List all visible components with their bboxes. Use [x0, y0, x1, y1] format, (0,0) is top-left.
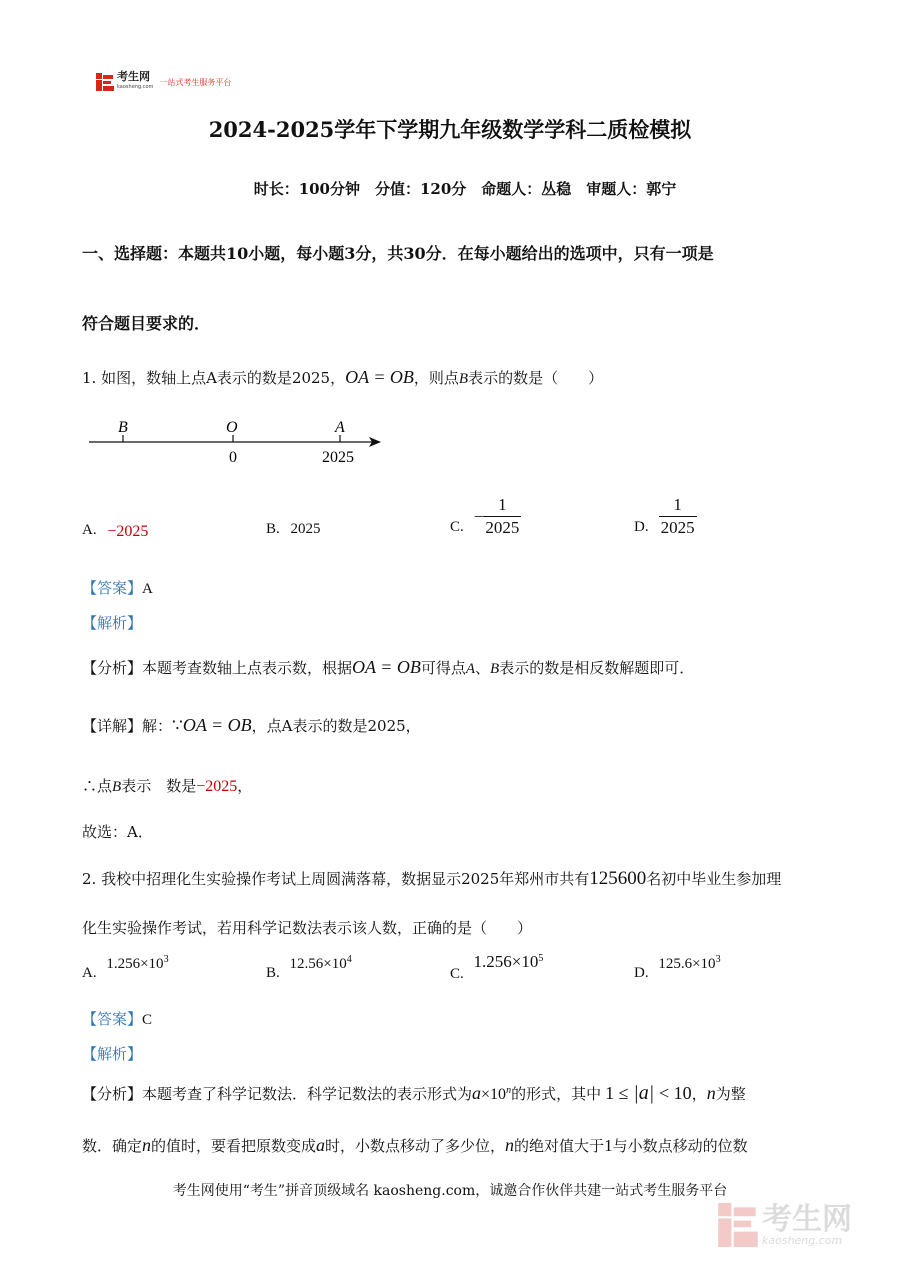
header-logo: [96, 72, 231, 92]
label-o: O: [226, 419, 238, 436]
section-heading-line1: 一、选择题：本题共10小题，每小题3分，共30分．在每小题给出的选项中，只有一项是: [82, 244, 714, 263]
label-a: A: [335, 419, 345, 436]
q2-answer: 【答案】C: [82, 1010, 153, 1028]
q1-analysis-tag: 【解析】: [82, 614, 143, 632]
watermark-logo-icon: [718, 1203, 758, 1247]
q1-d-fraction: $\frac{1}{2025}$: [660, 495, 695, 537]
watermark-domain: kaosheng.com: [762, 1233, 843, 1247]
because-symbol: ∵: [172, 716, 183, 736]
exam-info: 时长：100分钟 分值：120分 命题人：丛稳 审题人：郭宁: [253, 180, 677, 198]
kaosheng-logo-icon: [96, 73, 114, 91]
logo-brand: 考生网: [117, 70, 150, 83]
q2-stem-line2: 化生实验操作考试，若用科学记数法表示该人数，正确的是（ ）: [82, 919, 533, 937]
watermark: [718, 1203, 852, 1247]
page-title: 2024-2025学年下学期九年级数学学科二质检模拟: [208, 117, 692, 142]
q1-therefore: ∴点B表示 数是−2025，: [82, 777, 253, 795]
q1-option-b[interactable]: B. 2025: [266, 521, 321, 537]
label-b: B: [118, 419, 128, 436]
number-line-figure: [85, 415, 395, 470]
page-footer: 考生网使用“考生”拼音顶级域名 kaosheng.com，诚邀合作伙伴共建一站式考生服务平台: [172, 1183, 728, 1199]
q2-option-d[interactable]: D. $125.6\times 10^3$: [634, 954, 721, 981]
q2-fenxi-line2: 数．确定n的值时，要看把原数变成a时，小数点移动了多少位，n的绝对值大于1与小数点移动的位数: [82, 1135, 748, 1155]
q1-choose: 故选：A．: [82, 823, 153, 841]
q2-option-b[interactable]: B. $12.56\times 10^4$: [266, 954, 352, 981]
q1-option-a[interactable]: A. −2025: [82, 522, 149, 540]
tick-label-0: 0: [229, 449, 237, 466]
logo-domain: kaosheng.com: [117, 84, 154, 90]
q2-fenxi-line1: 【分析】本题考查了科学记数法．科学记数法的表示形式为$a\times 10^n$的形式，其中 1 ≤ |a| < 10，n为整: [82, 1082, 746, 1104]
q1-fenxi: 【分析】本题考查数轴上点表示数，根据OA = OB可得点A、B表示的数是相反数解题即可．: [82, 657, 695, 677]
q1-option-d[interactable]: D. $\frac{1}{2025}$: [634, 495, 695, 537]
q2-analysis-tag: 【解析】: [82, 1045, 143, 1063]
watermark-brand: 考生网: [762, 1201, 852, 1237]
q1-option-c[interactable]: C. − $\frac{1}{2025}$: [450, 495, 520, 537]
q1-stem: 1. 如图，数轴上点A表示的数是2025，OA = OB，则点B表示的数是（ ）: [82, 367, 604, 387]
tick-label-2025: 2025: [322, 449, 354, 466]
q2-option-c[interactable]: C. $1.256\times 10^5$: [450, 952, 544, 982]
q2-option-a[interactable]: A. $1.256\times 10^3$: [82, 954, 169, 981]
q1-xiangjie: 【详解】解：∵OA = OB，点A表示的数是2025，: [82, 715, 421, 736]
q1-c-fraction: $\frac{1}{2025}$: [485, 495, 520, 537]
section-heading-line2: 符合题目要求的．: [82, 314, 211, 333]
q2-stem-line1: 2. 我校中招理化生实验操作考试上周圆满落幕，数据显示2025年郑州市共有125600名初中毕业生参加理: [82, 868, 782, 889]
q1-answer: 【答案】A: [82, 579, 153, 597]
logo-slogan: 一站式考生服务平台: [159, 77, 232, 87]
